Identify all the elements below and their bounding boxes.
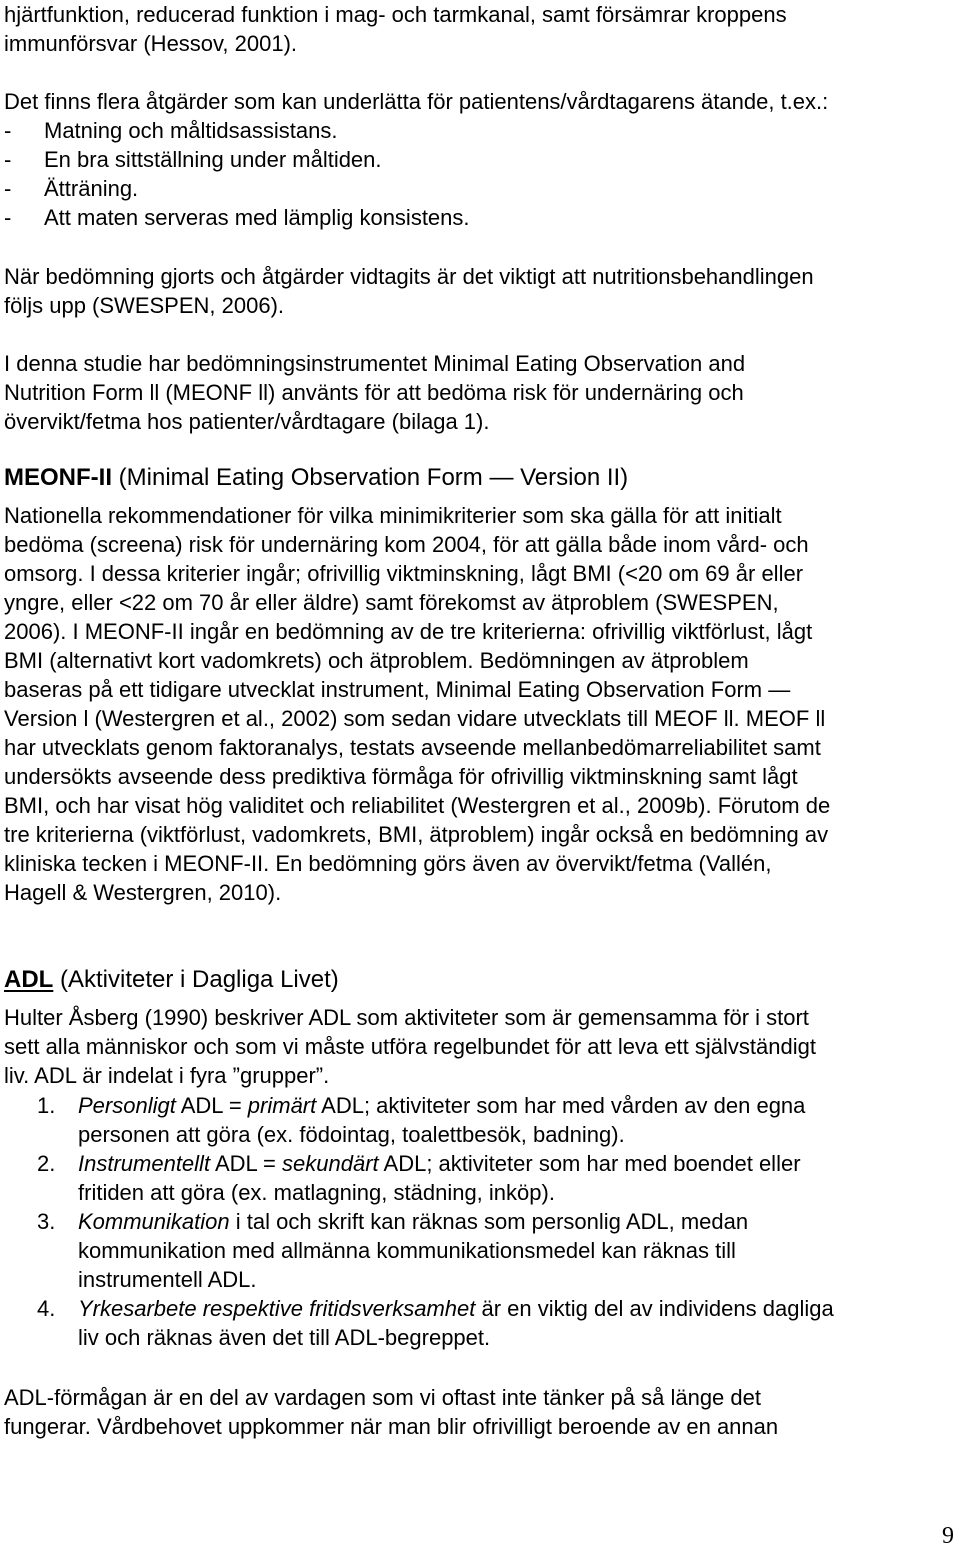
text-line: När bedömning gjorts och åtgärder vidtagits är det viktigt att nutritionsbehandlingen bbox=[4, 264, 814, 289]
adl-list bbox=[4, 1091, 954, 1352]
text-line: sett alla människor och som vi måste utföra regelbundet för att leva ett självständigt bbox=[4, 1034, 816, 1059]
text-line: hjärtfunktion, reducerad funktion i mag- och tarmkanal, samt försämrar kroppens bbox=[4, 2, 787, 27]
page-number: 9 bbox=[942, 1523, 954, 1549]
measures-intro bbox=[4, 87, 954, 116]
text-line: Version l (Westergren et al., 2002) som sedan vidare utvecklats till MEOF ll. MEOF ll bbox=[4, 706, 826, 731]
followup-paragraph bbox=[4, 262, 954, 320]
text-line: I denna studie har bedömningsinstrumentet Minimal Eating Observation and bbox=[4, 351, 746, 376]
list-item: 3. Kommunikation i tal och skrift kan räknas som personlig ADL, medan kommunikation med allmänna kommunikationsmedel kan räknas till instrumentell ADL. bbox=[37, 1209, 749, 1292]
list-number: 3. bbox=[37, 1209, 56, 1234]
meonf-heading-bold: MEONF-II bbox=[4, 464, 112, 491]
list-item: 2. Instrumentellt ADL = sekundärt ADL; aktiviteter som har med boendet eller fritiden att göra (ex. matlagning, städning, inköp). bbox=[37, 1151, 801, 1205]
list-item: - Matning och måltidsassistans. bbox=[4, 118, 338, 143]
adl-intro-paragraph bbox=[4, 1003, 954, 1090]
text-line: följs upp (SWESPEN, 2006). bbox=[4, 293, 285, 318]
text-line: ADL-förmågan är en del av vardagen som vi oftast inte tänker på så länge det bbox=[4, 1385, 761, 1410]
text-line: har utvecklats genom faktoranalys, testats avseende mellanbedömarreliabilitet samt bbox=[4, 735, 821, 760]
adl-heading bbox=[4, 964, 954, 996]
text-line: omsorg. I dessa kriterier ingår; ofrivillig viktminskning, lågt BMI (<20 om 69 år eller bbox=[4, 561, 804, 586]
closing-paragraph bbox=[4, 1383, 954, 1441]
text-line: övervikt/fetma hos patienter/vårdtagare (bilaga 1). bbox=[4, 409, 490, 434]
list-number: 1. bbox=[37, 1093, 56, 1118]
list-item: - Att maten serveras med lämplig konsistens. bbox=[4, 205, 470, 230]
list-number: 4. bbox=[37, 1296, 56, 1321]
text-line: Hagell & Westergren, 2010). bbox=[4, 880, 282, 905]
adl-heading-bold: ADL bbox=[4, 966, 54, 993]
text-line: fungerar. Vårdbehovet uppkommer när man blir ofrivilligt beroende av en annan bbox=[4, 1414, 779, 1439]
text-line: Nationella rekommendationer för vilka minimikriterier som ska gälla för att initialt bbox=[4, 503, 782, 528]
list-number: 2. bbox=[37, 1151, 56, 1176]
text-line: yngre, eller <22 om 70 år eller äldre) samt förekomst av ätproblem (SWESPEN, bbox=[4, 590, 779, 615]
measures-list bbox=[4, 116, 954, 232]
text-line: BMI (alternativt kort vadomkrets) och ätproblem. Bedömningen av ätproblem bbox=[4, 648, 749, 673]
text-line: liv. ADL är indelat i fyra ”grupper”. bbox=[4, 1063, 330, 1088]
text-line: undersökts avseende dess prediktiva förmåga för ofrivillig viktminskning samt lågt bbox=[4, 764, 798, 789]
list-item: 1. Personligt ADL = primärt ADL; aktiviteter som har med vården av den egna personen att göra (ex. födointag, toalettbesök, badning). bbox=[37, 1093, 806, 1147]
list-item: - En bra sittställning under måltiden. bbox=[4, 147, 382, 172]
text-line: immunförsvar (Hessov, 2001). bbox=[4, 31, 298, 56]
text-line: bedöma (screena) risk för undernäring kom 2004, för att gälla både inom vård- och bbox=[4, 532, 809, 557]
study-paragraph bbox=[4, 349, 954, 436]
text-line: baseras på ett tidigare utvecklat instrument, Minimal Eating Observation Form — bbox=[4, 677, 791, 702]
adl-heading-rest: (Aktiviteter i Dagliga Livet) bbox=[53, 966, 339, 993]
text-line: 2006). I MEONF-II ingår en bedömning av de tre kriterierna: ofrivillig viktförlust, lågt bbox=[4, 619, 813, 644]
meonf-paragraph bbox=[4, 501, 954, 907]
text-line: kliniska tecken i MEONF-II. En bedömning görs även av övervikt/fetma (Vallén, bbox=[4, 851, 772, 876]
text-line: Det finns flera åtgärder som kan underlätta för patientens/vårdtagarens ätande, t.ex.: bbox=[4, 89, 829, 114]
list-item: - Ätträning. bbox=[4, 176, 139, 201]
text-line: Nutrition Form ll (MEONF ll) använts för att bedöma risk för undernäring och bbox=[4, 380, 744, 405]
text-line: tre kriterierna (viktförlust, vadomkrets, BMI, ätproblem) ingår också en bedömning av bbox=[4, 822, 829, 847]
list-item: 4. Yrkesarbete respektive fritidsverksamhet är en viktig del av individens dagliga liv och räknas även det till ADL-begreppet. bbox=[37, 1296, 834, 1350]
meonf-heading bbox=[4, 462, 954, 494]
intro-paragraph bbox=[4, 0, 954, 58]
text-line: Hulter Åsberg (1990) beskriver ADL som aktiviteter som är gemensamma för i stort bbox=[4, 1005, 809, 1030]
text-line: BMI, och har visat hög validitet och reliabilitet (Westergren et al., 2009b). Förutom de bbox=[4, 793, 831, 818]
meonf-heading-rest: (Minimal Eating Observation Form — Version II) bbox=[112, 464, 629, 491]
